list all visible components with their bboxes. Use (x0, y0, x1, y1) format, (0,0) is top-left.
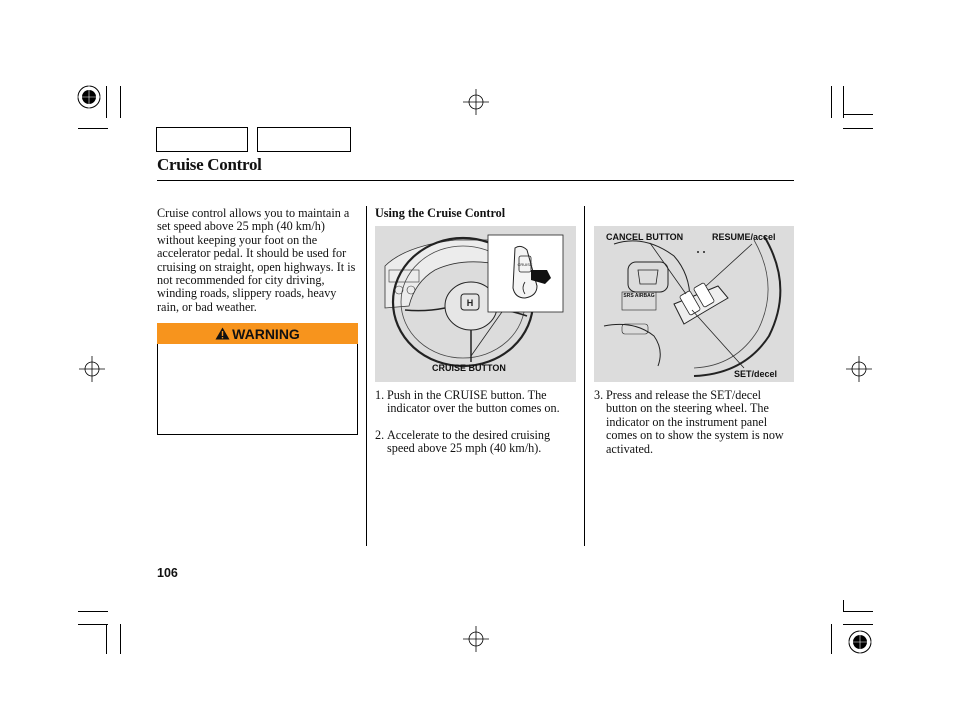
step-number: 3. (594, 388, 604, 402)
nav-tab-main-menu[interactable] (156, 127, 248, 152)
intro-paragraph: Cruise control allows you to maintain a set speed above 25 mph (40 km/h) without keeping your foot on the accelerator pedal. It should be used for cruising on straight, open highways. It is not recommended for city driving, winding roads, slippery roads, heavy rain, or bad weather. (157, 206, 356, 314)
set-decel-label: SET/decel (734, 369, 778, 379)
column-divider (366, 206, 367, 546)
resume-accel-label: RESUME/accel (712, 232, 776, 242)
title-rule (157, 180, 794, 181)
registration-target-icon (76, 84, 102, 110)
registration-target-icon (847, 629, 873, 655)
crosshair-icon (846, 356, 872, 382)
warning-label: WARNING (232, 325, 300, 342)
svg-text:CRUISE: CRUISE (517, 262, 533, 267)
step-number: 2. (375, 428, 385, 442)
warning-box (157, 344, 358, 435)
cruise-button-label: CRUISE BUTTON (432, 363, 506, 373)
crosshair-icon (79, 356, 105, 382)
cancel-button-label: CANCEL BUTTON (606, 232, 684, 242)
steering-wheel-figure (375, 226, 576, 382)
using-heading: Using the Cruise Control (375, 206, 506, 220)
step-text: Accelerate to the desired cruising speed above 25 mph (40 km/h). (387, 428, 551, 456)
step-number: 1. (375, 388, 385, 402)
warning-triangle-icon (215, 327, 230, 340)
warning-header (157, 323, 358, 344)
crosshair-icon (463, 626, 489, 652)
cruise-controls-figure (594, 226, 794, 382)
crosshair-icon (463, 89, 489, 115)
step-2 (375, 429, 580, 456)
section-title: Cruise Control (157, 155, 262, 174)
steering-wheel-illustration (375, 226, 576, 382)
page-number: 106 (157, 566, 178, 580)
step-3 (594, 389, 794, 456)
nav-tab-table-of-contents[interactable] (257, 127, 351, 152)
step-1 (375, 389, 580, 416)
svg-text:H: H (466, 298, 474, 308)
srs-airbag-label: SRS AIRBAG (623, 293, 655, 299)
cruise-controls-illustration (594, 226, 794, 382)
step-text: Press and release the SET/decel button on the steering wheel. The indicator on the instrument panel comes on to show the system is now activated. (606, 388, 784, 456)
column-divider (584, 206, 585, 546)
step-text: Push in the CRUISE button. The indicator over the button comes on. (387, 388, 560, 416)
